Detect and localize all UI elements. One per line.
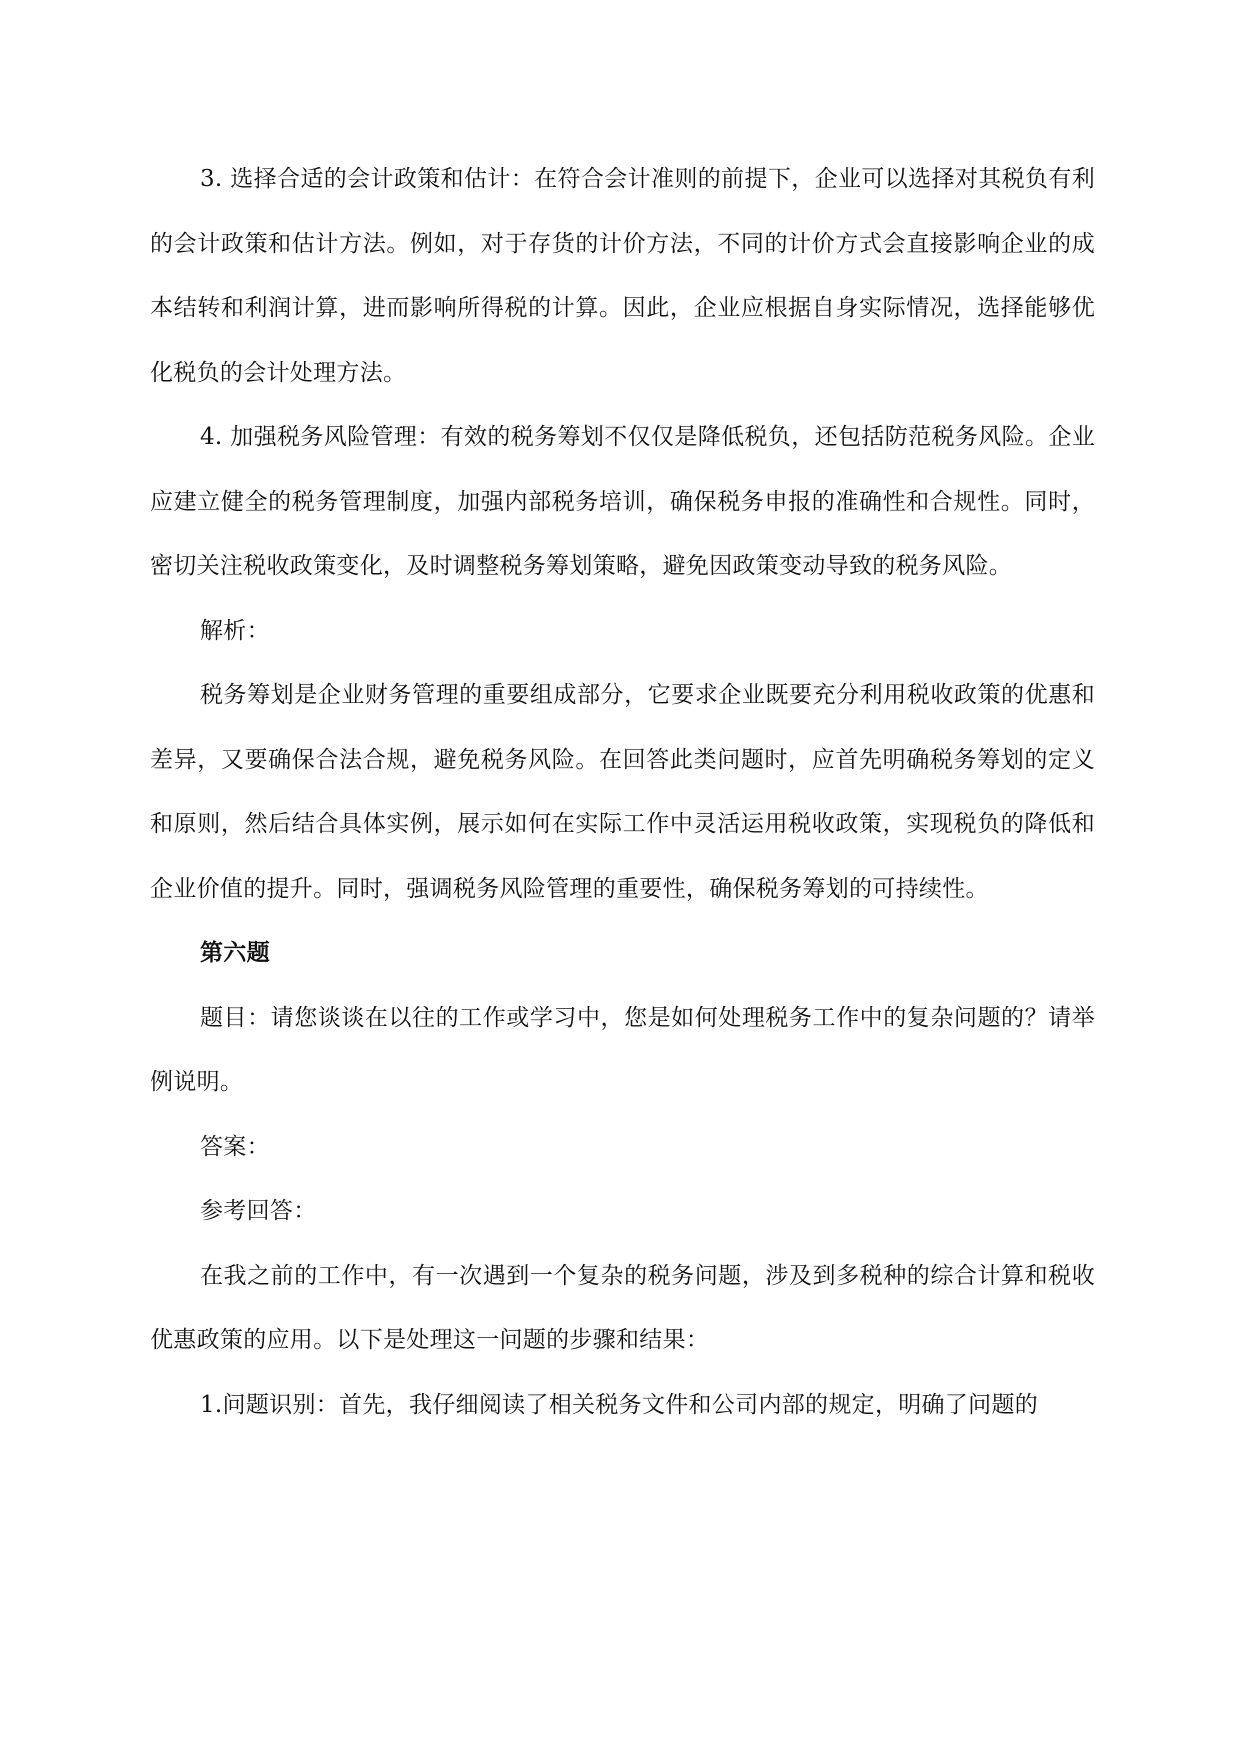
paragraph-answer-intro: 在我之前的工作中，有一次遇到一个复杂的税务问题，涉及到多税种的综合计算和税收优惠政策的应用。以下是处理这一问题的步骤和结果：: [150, 1262, 1095, 1353]
document-body: [150, 147, 1095, 1437]
paragraph-accounting-policy: 3. 选择合适的会计政策和估计：在符合会计准则的前提下，企业可以选择对其税负有利的会计政策和估计方法。例如，对于存货的计价方法，不同的计价方式会直接影响企业的成本结转和利润计算，进而影响所得税的计算。因此，企业应根据自身实际情况，选择能够优化税负的会计处理方法。: [150, 166, 1095, 386]
paragraph-step-one: 1.问题识别：首先，我仔细阅读了相关税务文件和公司内部的规定，明确了问题的: [200, 1391, 1039, 1418]
answer-label: 答案：: [200, 1133, 270, 1160]
section-heading-question-six: 第六题: [200, 940, 270, 966]
paragraph-tax-risk-management: 4. 加强税务风险管理：有效的税务筹划不仅仅是降低税负，还包括防范税务风险。企业应建立健全的税务管理制度，加强内部税务培训，确保税务申报的准确性和合规性。同时，密切关注税收政策变化，及时调整税务筹划策略，避免因政策变动导致的税务风险。: [150, 424, 1095, 579]
reference-answer-label: 参考回答：: [200, 1198, 317, 1224]
analysis-label: 解析：: [200, 617, 270, 644]
paragraph-question: 题目：请您谈谈在以往的工作或学习中，您是如何处理税务工作中的复杂问题的？请举例说明。: [150, 1004, 1095, 1095]
paragraph-analysis: 税务筹划是企业财务管理的重要组成部分，它要求企业既要充分利用税收政策的优惠和差异，又要确保合法合规，避免税务风险。在回答此类问题时，应首先明确税务筹划的定义和原则，然后结合具体实例，展示如何在实际工作中灵活运用税收政策，实现税负的降低和企业价值的提升。同时，强调税务风险管理的重要性，确保税务筹划的可持续性。: [150, 682, 1095, 902]
